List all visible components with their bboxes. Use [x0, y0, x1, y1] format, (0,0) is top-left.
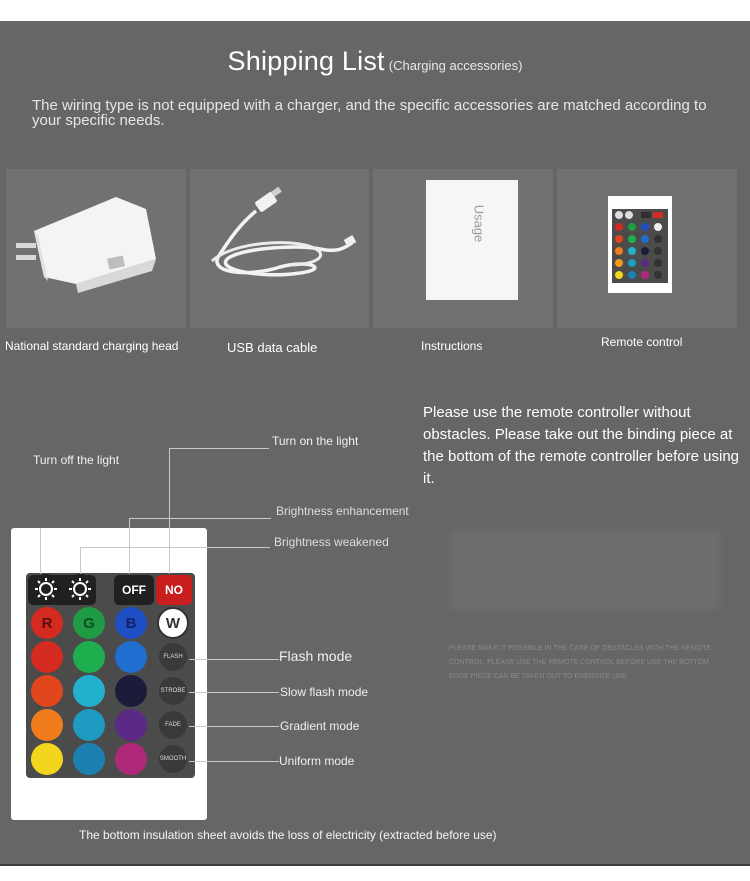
color-button[interactable]	[73, 675, 105, 707]
product-tile-remote	[557, 169, 737, 328]
leader-line	[189, 692, 279, 693]
callout-gradient: Gradient mode	[280, 719, 360, 733]
label-charger: National standard charging head	[5, 339, 179, 353]
product-tile-charger	[6, 169, 186, 328]
color-button[interactable]	[115, 743, 147, 775]
callout-brightness-down: Brightness weakened	[274, 535, 389, 549]
remote-thumbnail-image	[557, 169, 737, 328]
callout-uniform: Uniform mode	[279, 754, 355, 768]
color-button[interactable]	[115, 641, 147, 673]
usb-cable-image	[190, 169, 369, 328]
product-tile-instructions	[373, 169, 553, 328]
leader-line	[80, 547, 270, 548]
instruction-card-text: Usage	[471, 204, 487, 243]
off-button[interactable]: OFF	[114, 575, 154, 605]
callout-flash: Flash mode	[279, 648, 353, 664]
color-button[interactable]	[31, 709, 63, 741]
strobe-button[interactable]: STROBE	[159, 677, 187, 705]
on-button[interactable]: NO	[156, 575, 192, 605]
brightness-down-button[interactable]	[31, 574, 61, 604]
intro-text: The wiring type is not equipped with a charger, and the specific accessories are matched according to your specific needs.	[32, 97, 707, 129]
leader-line	[129, 518, 130, 574]
faint-notice: PLEASE MAKE IT POSSIBLE IN THE CASE OF OBSTACLES WITH THE REMOTE CONTROL, PLEASE USE THE REMOTE CONTROL BEFORE USE THE BOTTOM EDGE PIECE CAN BE TAKEN OUT TO ENERGIZE USE	[449, 645, 712, 680]
leader-line	[189, 761, 279, 762]
blue-button[interactable]: B	[115, 607, 147, 639]
title-subtitle: (Charging accessories)	[388, 58, 523, 73]
leader-line	[189, 726, 279, 727]
leader-line	[40, 528, 41, 574]
color-button[interactable]	[115, 675, 147, 707]
label-usb: USB data cable	[227, 340, 318, 355]
color-button[interactable]	[73, 641, 105, 673]
bottom-divider	[0, 864, 750, 866]
fade-button[interactable]: FADE	[159, 711, 187, 739]
label-instructions: Instructions	[421, 339, 483, 353]
color-button[interactable]	[73, 709, 105, 741]
color-button[interactable]	[31, 743, 63, 775]
color-button[interactable]	[115, 709, 147, 741]
bottom-caption: The bottom insulation sheet avoids the loss of electricity (extracted before use)	[79, 828, 497, 842]
title-main: Shipping List	[227, 46, 385, 76]
leader-line	[80, 547, 81, 574]
callout-turn-off: Turn off the light	[33, 453, 120, 467]
instruction-card	[426, 180, 518, 300]
smooth-button[interactable]: SMOOTH	[159, 745, 187, 773]
page-title	[0, 46, 750, 77]
sun-icon	[34, 577, 58, 601]
label-remote: Remote control	[601, 335, 683, 349]
flash-button[interactable]: FLASH	[159, 643, 187, 671]
color-button[interactable]	[73, 743, 105, 775]
product-tile-usb	[190, 169, 369, 328]
callout-turn-on: Turn on the light	[272, 434, 359, 448]
green-button[interactable]: G	[73, 607, 105, 639]
color-button[interactable]	[31, 675, 63, 707]
white-button[interactable]: W	[157, 607, 189, 639]
usage-notice: Please use the remote controller without obstacles. Please take out the binding piece at the bottom of the remote controller before using it.	[423, 404, 740, 487]
leader-line	[169, 448, 269, 449]
red-button[interactable]: R	[31, 607, 63, 639]
brightness-up-button[interactable]	[65, 574, 95, 604]
charger-image	[6, 169, 186, 328]
callout-slow-flash: Slow flash mode	[280, 685, 369, 699]
blurred-image-area	[450, 530, 720, 610]
color-button[interactable]	[31, 641, 63, 673]
leader-line	[129, 518, 271, 519]
callout-brightness-up: Brightness enhancement	[276, 504, 409, 518]
sun-icon	[68, 577, 92, 601]
leader-line	[189, 659, 279, 660]
leader-line	[169, 448, 170, 574]
